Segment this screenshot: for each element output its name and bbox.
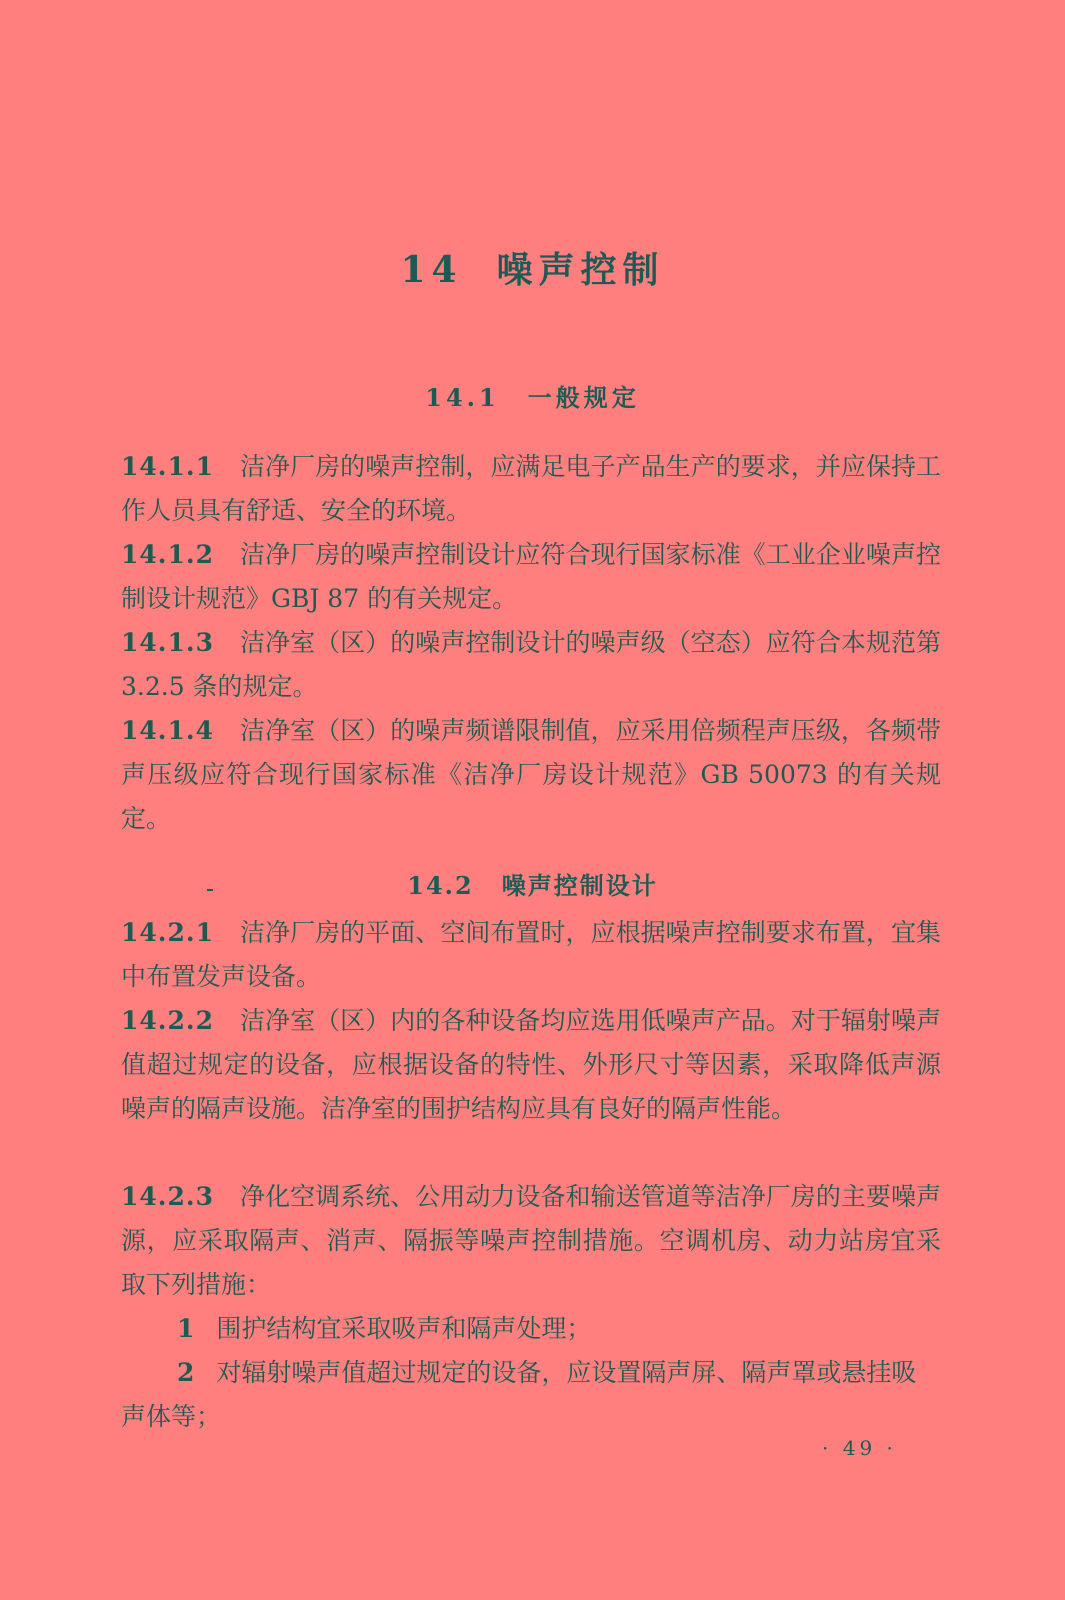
clause-14-2-3 (121, 1175, 941, 1307)
clause-number: 14.1.3 (121, 628, 214, 657)
clause-number: 14.2.3 (121, 1182, 214, 1211)
list-item-number: 2 (177, 1358, 195, 1387)
clause-14-1-1 (121, 445, 941, 533)
list-item-number: 1 (177, 1314, 195, 1343)
clause-number: 14.1.4 (121, 716, 214, 745)
list-item-text: 围护结构宜采取吸声和隔声处理； (216, 1314, 592, 1343)
clause-number: 14.2.1 (121, 918, 214, 947)
section-title-text: 一般规定 (527, 383, 640, 412)
clause-14-2-2 (121, 999, 941, 1131)
clause-text: 洁净厂房的平面、空间布置时，应根据噪声控制要求布置，宜集中布置发声设备。 (121, 918, 941, 991)
clause-text: 洁净厂房的噪声控制设计应符合现行国家标准《工业企业噪声控制设计规范》GBJ 87 的有关规定。 (121, 540, 941, 613)
clause-text: 洁净室（区）的噪声频谱限制值，应采用倍频程声压级，各频带声压级应符合现行国家标准《洁净厂房设计规范》GB 50073 的有关规定。 (121, 716, 941, 833)
section-number: 14.2 (407, 871, 474, 900)
section-title-text: 噪声控制设计 (501, 871, 658, 900)
clause-number: 14.1.2 (121, 540, 214, 569)
chapter-title-text: 噪声控制 (496, 249, 665, 291)
page-number: · 49 · (822, 1436, 897, 1460)
clause-14-1-4 (121, 709, 941, 841)
list-item-text: 对辐射噪声值超过规定的设备，应设置隔声屏、隔声罩或悬挂吸声体等； (121, 1358, 917, 1431)
chapter-title (0, 242, 1065, 293)
print-speck (207, 889, 213, 891)
clause-14-2-1 (121, 911, 941, 999)
clause-text: 净化空调系统、公用动力设备和输送管道等洁净厂房的主要噪声源，应采取隔声、消声、隔振等噪声控制措施。空调机房、动力站房宜采取下列措施： (121, 1182, 941, 1299)
list-item-1 (121, 1307, 941, 1351)
section-number: 14.1 (425, 383, 500, 412)
chapter-number: 14 (400, 249, 463, 291)
clause-number: 14.1.1 (121, 452, 214, 481)
list-item-2 (121, 1351, 941, 1439)
clause-14-1-2 (121, 533, 941, 621)
clause-text: 洁净室（区）内的各种设备均应选用低噪声产品。对于辐射噪声值超过规定的设备，应根据设备的特性、外形尺寸等因素，采取降低声源噪声的隔声设施。洁净室的围护结构应具有良好的隔声性能。 (121, 1006, 941, 1123)
clause-text: 洁净厂房的噪声控制，应满足电子产品生产的要求，并应保持工作人员具有舒适、安全的环境。 (121, 452, 941, 525)
section-heading-14-2 (0, 866, 1065, 901)
section-heading-14-1 (0, 378, 1065, 413)
clause-text: 洁净室（区）的噪声控制设计的噪声级（空态）应符合本规范第 3.2.5 条的规定。 (121, 628, 941, 701)
clause-14-1-3 (121, 621, 941, 709)
clause-number: 14.2.2 (121, 1006, 214, 1035)
